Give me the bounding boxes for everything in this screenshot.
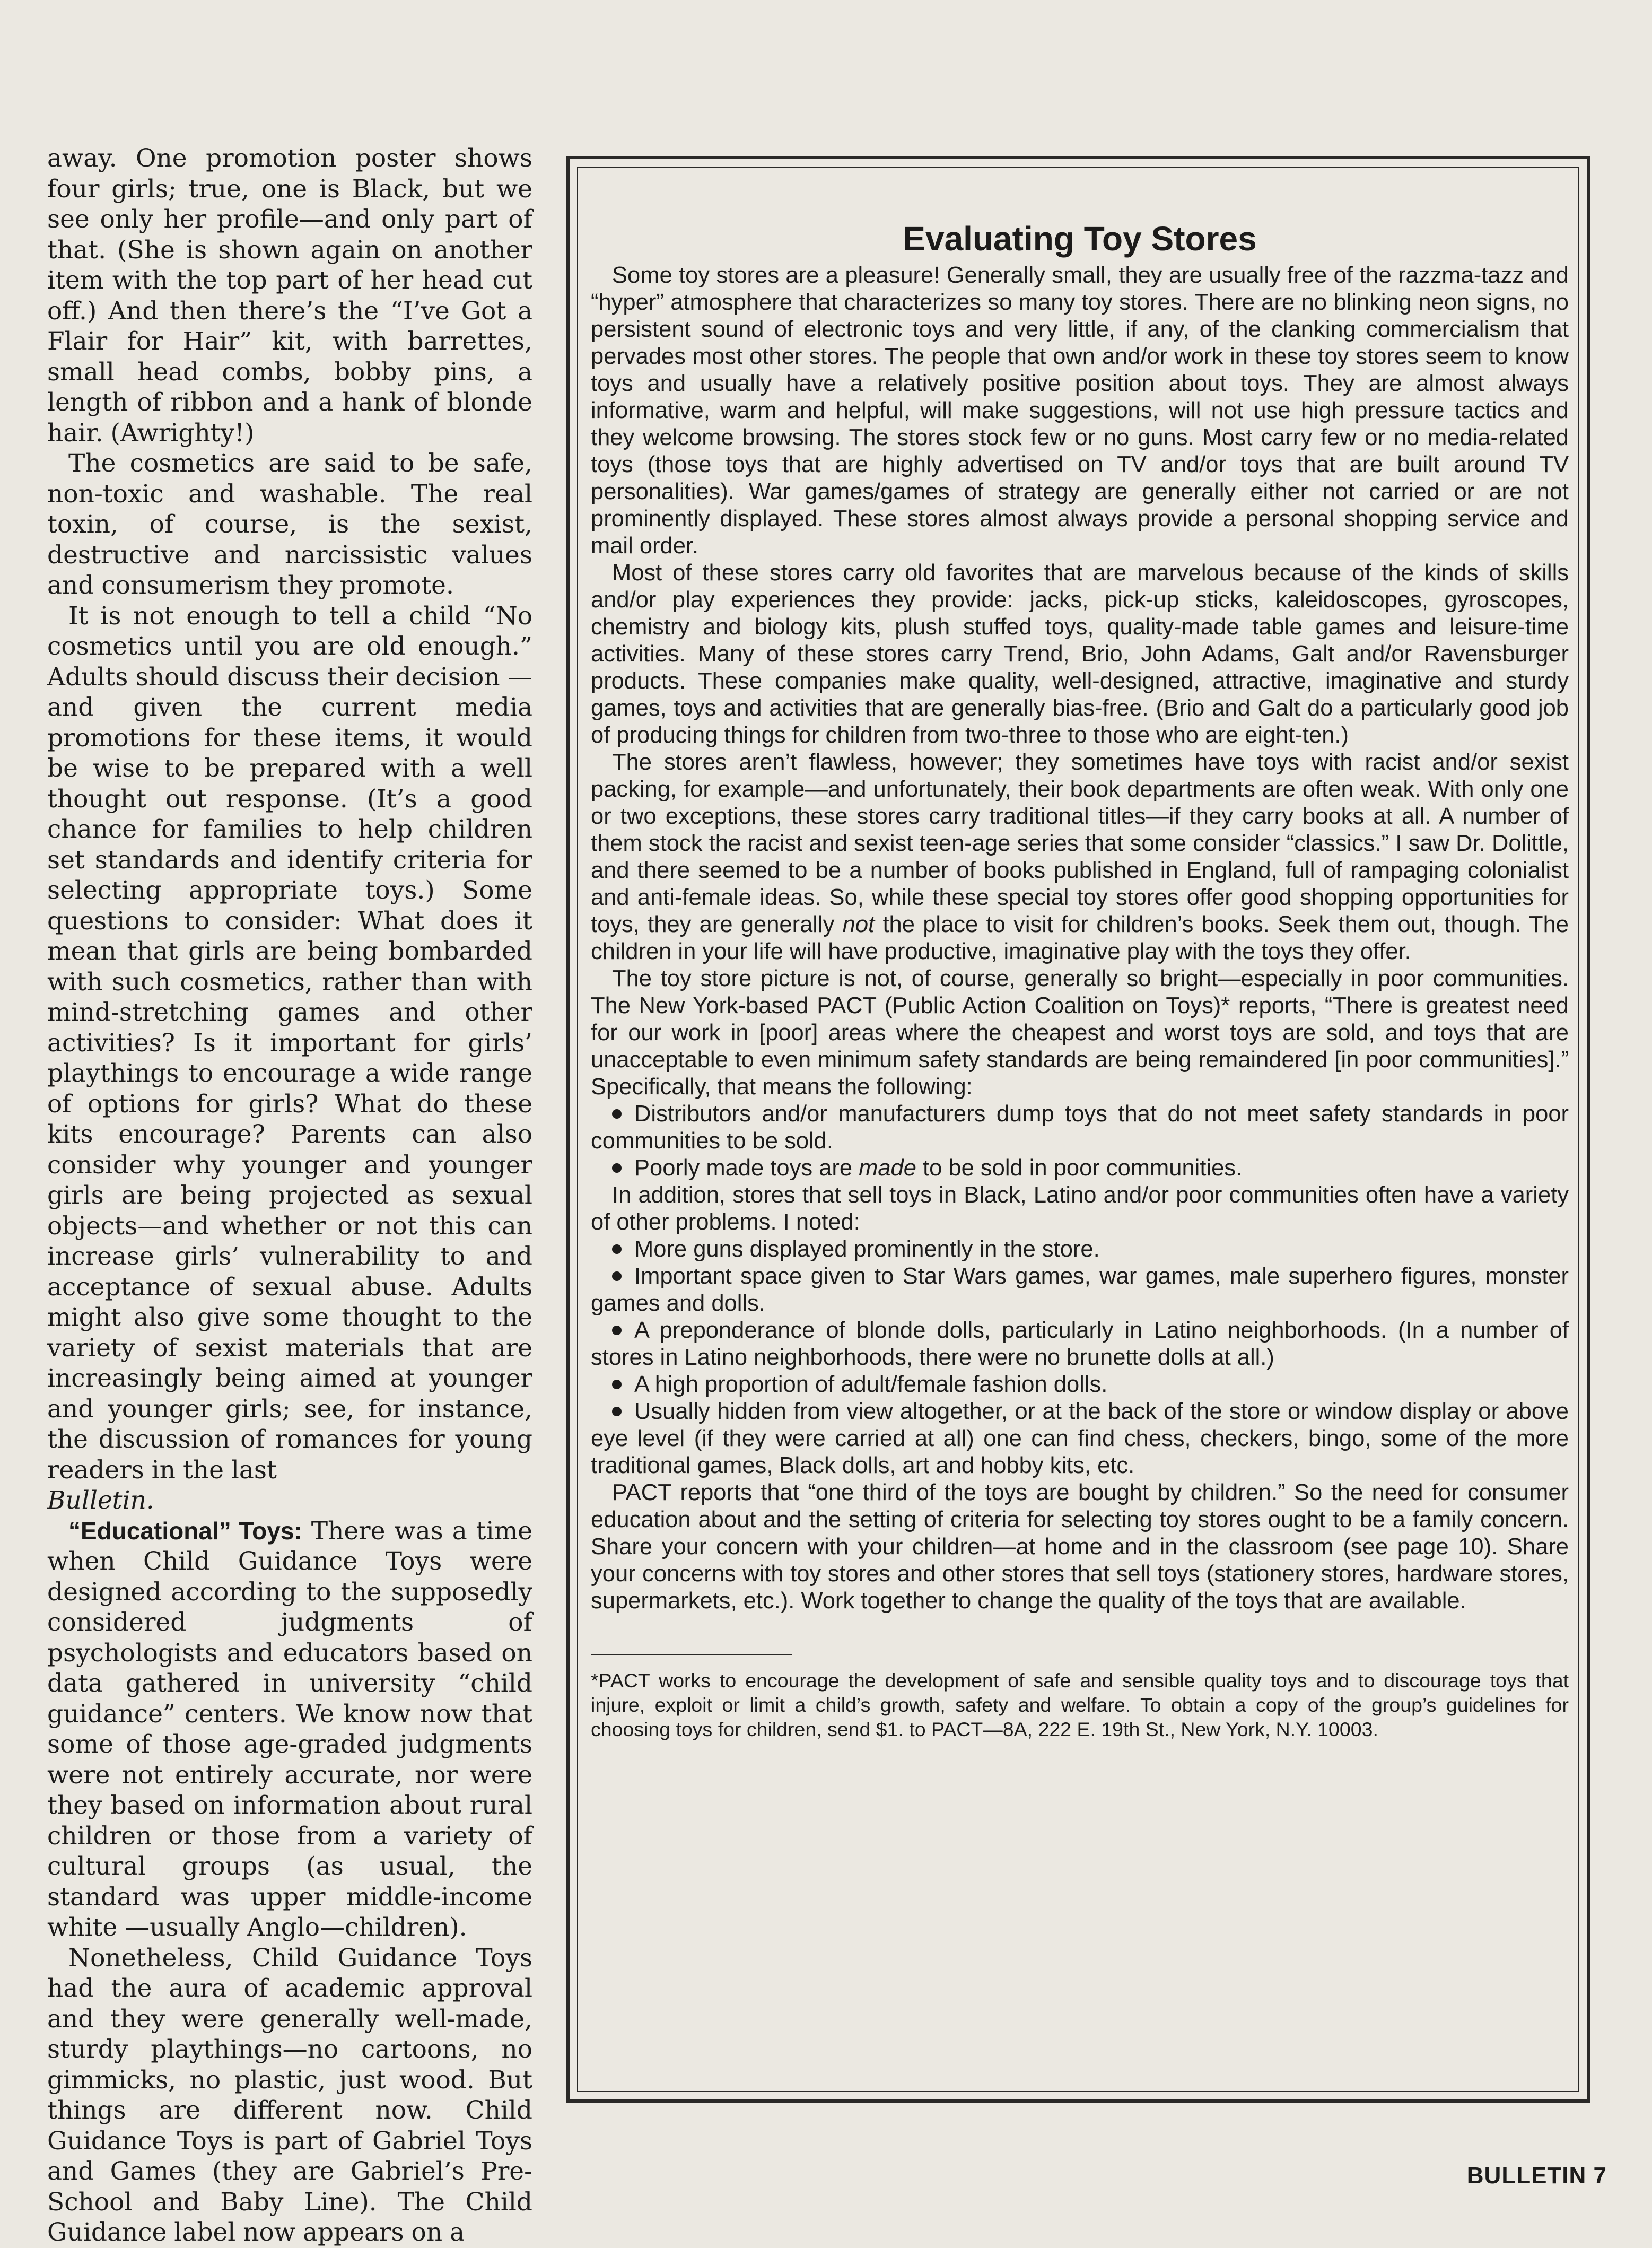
sidebar-paragraph: Some toy stores are a pleasure! Generally small, they are usually free of the razzma-tazz and “hyper” atmosphere that characterizes so many toy stores. There are no blinking neon signs, no persistent sound of electronic toys and very little, if any, of the clanking commercialism that pervades most other stores. The people that own and/or work in these toy stores seem to know toys and usually have a relatively positive position about toys. They are almost always informative, warm and helpful, will make suggestions, will not use high pressure tactics and they welcome browsing. The stores stock few or no guns. Most carry few or no media-related toys (those toys that are highly advertised on TV and/or toys that are built around TV personalities). War games/games of strategy are generally either not carried or are not prominently displayed. These stores almost always provide a personal shopping service and mail order. [591,263,1569,559]
paragraph: Nonetheless, Child Guidance Toys had the aura of academic approval and they were generally well-made, sturdy playthings—no cartoons, no gimmicks, no plastic, just wood. But things are different now. Child Guidance Toys is part of Gabriel Toys and Games (they are Gabriel’s Pre-School and Baby Line). The Child Guidance label now appears on a [47,1943,532,2247]
paragraph-text: The stores aren’t flawless, however; they sometimes have toys with racist and/or sexist packing, for example—and unfortunately, their book departments are often weak. With only one or two exceptions, these stores carry traditional titles—if they carry books at all. A number of them stock the racist and sexist teen-age series that some consider “classics.” I saw Dr. Dolittle, and there seemed to be a number of books published in England, full of rampaging colonialist and anti-female ideas. So, while these special toy stores offer good shopping opportunities for toys, they are generally [591,750,1569,937]
bullet-item [591,1155,1569,1182]
bullet-text: A high proportion of adult/female fashion dolls. [634,1372,1108,1397]
sidebar-body [591,262,1569,1615]
bullet-icon [612,1380,622,1389]
bullet-text: More guns displayed prominently in the store. [634,1236,1100,1262]
bullet-item [591,1101,1569,1155]
paragraph: The cosmetics are said to be safe, non-toxic and washable. The real toxin, of course, is the sexist, destructive and narcissistic values and consumerism they promote. [47,449,532,600]
paragraph-text: There was a time when Child Guidance Toys were designed according to the supposedly considered judgments of psychologists and educators based on data gathered in university “child guidance” centers. We know now that some of those age-graded judgments were not entirely accurate, nor were they based on information about rural children or those from a variety of cultural groups (as usual, the standard was upper middle-income white —usually Anglo—children). [47,1516,532,1942]
sidebar-paragraph: The toy store picture is not, of course, generally so bright—especially in poor communities. The New York-based PACT (Public Action Coalition on Toys)* reports, “There is greatest need for our work in [poor] areas where the cheapest and worst toys are sold, and toys that are unacceptable to even minimum safety standards are being remaindered [in poor communities].” Specifically, that means the following: [591,966,1569,1100]
paragraph: It is not enough to tell a child “No cosmetics until you are old enough.” Adults should discuss their decision —and given the current media promotions for these items, it would be wise to be prepared with a well thought out response. (It’s a good chance for families to help children set standards and identify criteria for selecting appropriate toys.) Some questions to consider: What does it mean that girls are being bombarded with such cosmetics, rather than with mind-stretching games and other activities? Is it important for girls’ playthings to encourage a wide range of options for girls? What do these kits encourage? Parents can also consider why younger and younger girls are being projected as sexual objects—and whether or not this can increase girls’ vulnerability to and acceptance of sexual abuse. Adults might also give some thought to the variety of sexist materials that are increasingly being aimed at younger and younger girls; see, for instance, the discussion of romances for young readers in the last [47,601,532,1485]
sidebar-paragraph: PACT reports that “one third of the toys are bought by children.” So the need for consumer education about and the setting of criteria for selecting toy stores ought to be a family concern. Share your concern with your children—at home and in the classroom (see page 10). Share your concerns with toy stores and other stores that sell toys (stationery stores, hardware stores, supermarkets, etc.). Work together to change the quality of the toys that are available. [591,1480,1569,1614]
sidebar-paragraph: In addition, stores that sell toys in Black, Latino and/or poor communities often have a variety of other problems. I noted: [591,1182,1569,1235]
bullet-icon [612,1271,622,1281]
emphasis-text: made [859,1155,916,1181]
paragraph: away. One promotion poster shows four girls; true, one is Black, but we see only her profile—and only part of that. (She is shown again on another item with the top part of her head cut off.) And then there’s the “I’ve Got a Flair for Hair” kit, with barrettes, small head combs, bobby pins, a length of ribbon and a hank of blonde hair. (Awrighty!) [47,144,532,448]
section-lead-in: “Educational” Toys: [68,1517,302,1545]
sidebar-box-evaluating-toy-stores [566,156,1590,2103]
bullet-item [591,1236,1569,1263]
bullet-icon [612,1163,622,1173]
bullet-icon [612,1109,622,1119]
bullet-text: Distributors and/or manufacturers dump toys that do not meet safety standards in poor communities to be sold. [591,1101,1569,1154]
bullet-item [591,1398,1569,1479]
bullet-item [591,1263,1569,1317]
bullet-text: A preponderance of blonde dolls, particularly in Latino neighborhoods. (In a number of stores in Latino neighborhoods, there were no brunette dolls at all.) [591,1318,1569,1370]
footnote-divider [591,1654,792,1655]
bullet-item [591,1371,1569,1398]
footnote: *PACT works to encourage the development of safe and sensible quality toys and to discourage toys that injure, exploit or limit a child’s growth, safety and welfare. To obtain a copy of the group’s guidelines for choosing toys for children, send $1. to PACT—8A, 222 E. 19th St., New York, N.Y. 10003. [591,1669,1569,1740]
page-folio: BULLETIN 7 [1466,2163,1607,2189]
bullet-icon [612,1407,622,1416]
paragraph-text: the place to visit for children’s books. Seek them out, though. The children in your life will have productive, imaginative play with the toys they offer. [591,912,1569,964]
sidebar-title: Evaluating Toy Stores [903,220,1257,258]
sidebar-paragraph [591,749,1569,965]
bullet-text: Poorly made toys are [634,1155,853,1181]
bullet-text: to be sold in poor communities. [923,1155,1243,1181]
left-column-article [47,143,532,2248]
paragraph-citation [47,1485,532,1516]
bulletin-citation: Bulletin. [47,1486,154,1515]
sidebar-paragraph: Most of these stores carry old favorites that are marvelous because of the kinds of skills and/or play experiences they provide: jacks, pick-up sticks, kaleidoscopes, gyroscopes, chemistry and biology kits, plush stuffed toys, quality-made table games and leisure-time activities. Many of these stores carry Trend, Brio, John Adams, Galt and/or Ravensburger products. These companies make quality, well-designed, attractive, imaginative and sturdy games, toys and activities that are generally bias-free. (Brio and Galt do a particularly good job of producing things for children from two-three to those who are eight-ten.) [591,560,1569,748]
bullet-text: Usually hidden from view altogether, or at the back of the store or window display or above eye level (if they were carried at all) one can find chess, checkers, bingo, some of the more traditional games, Black dolls, art and hobby kits, etc. [591,1399,1569,1478]
emphasis-text: not [842,912,875,937]
bullet-text: Important space given to Star Wars games, war games, male superhero figures, monster games and dolls. [591,1264,1569,1316]
bullet-item [591,1317,1569,1371]
paragraph-educational-toys [47,1516,532,1943]
bullet-icon [612,1244,622,1254]
bullet-icon [612,1326,622,1335]
